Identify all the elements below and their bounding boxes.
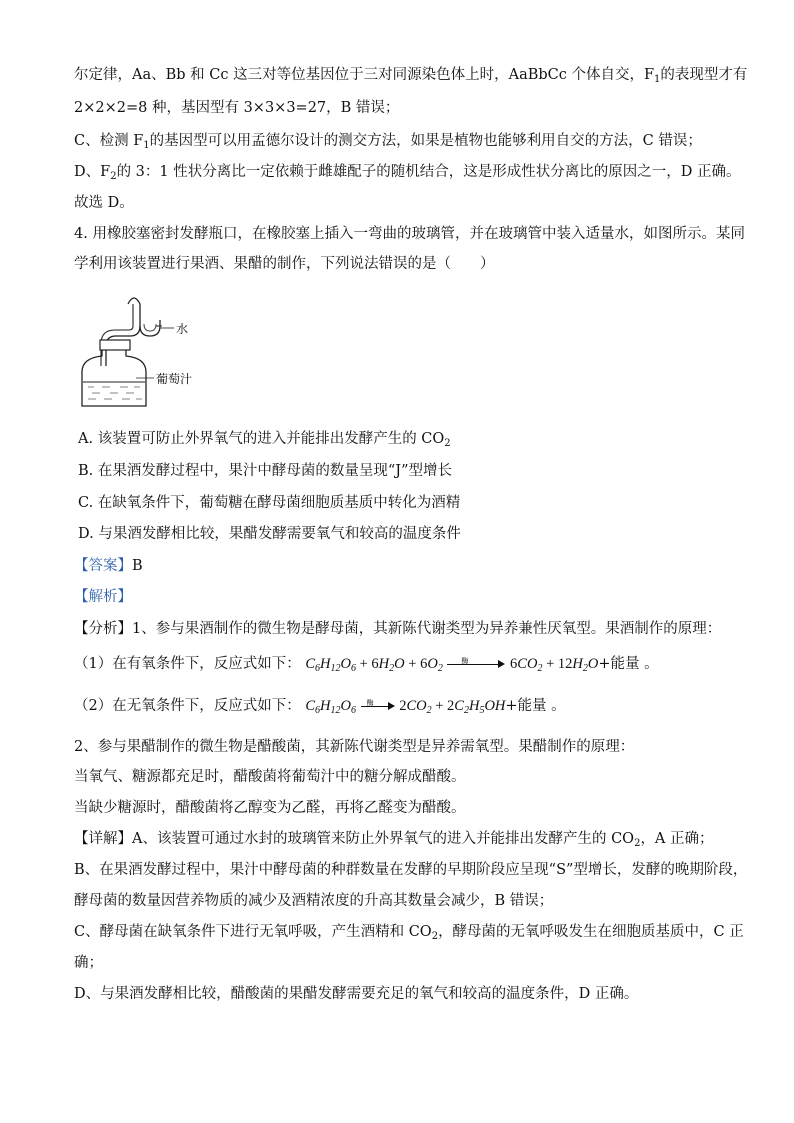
- grape-juice-label: 葡萄汁: [156, 372, 193, 386]
- fermentation-apparatus-figure: [76, 288, 193, 412]
- analysis-line: 【分析】1、参与果酒制作的微生物是酵母菌，其新陈代谢类型为异养兼性厌氧型。果酒制作的原理：: [74, 621, 722, 637]
- text-line: B、在果酒发酵过程中，果汁中酵母菌的种群数量在发酵的早期阶段应呈现“S”型增长，发酵的晚期阶段，: [74, 862, 748, 878]
- text-line: 2、参与果醋制作的微生物是醋酸菌，其新陈代谢类型是异养需氧型。果醋制作的原理：: [74, 739, 635, 755]
- answer-value: B: [132, 558, 143, 574]
- option-c: C. 在缺氧条件下，葡萄糖在酵母菌细胞质基质中转化为酒精: [78, 495, 461, 511]
- detail-line: 【详解】A、该装置可通过水封的玻璃管来防止外界氧气的进入并能排出发酵产生的 $CO_2$，A 正确；: [74, 831, 714, 849]
- text-line: 2×2×2=8 种，基因型有 3×3×3=27，B 错误；: [74, 100, 400, 116]
- answer-line: [74, 557, 143, 575]
- fermentation-flask-drawing: [76, 288, 189, 412]
- question-stem: 学利用该装置进行果酒、果醋的制作，下列说法错误的是（ ）: [74, 256, 495, 272]
- text-line: 尔定律，Aa、Bb 和 Cc 这三对等位基因位于三对同源染色体上时，AaBbCc 个体自交，$F_1$的表现型才有: [74, 67, 748, 85]
- text-line: 故选 D。: [74, 195, 134, 211]
- xiangjie-tag: 【详解】: [74, 831, 132, 847]
- option-b: B. 在果酒发酵过程中，果汁中酵母菌的数量呈现“J”型增长: [78, 463, 453, 479]
- text-line: 确；: [74, 955, 103, 971]
- text-line: C、检测 $F_1$的基因型可以用孟德尔设计的测交方法，如果是植物也能够利用自交的方法，C 错误；: [74, 133, 702, 151]
- option-a: A. 该装置可防止外界氧气的进入并能排出发酵产生的 $CO_2$: [78, 431, 451, 449]
- text-line: C、酵母菌在缺氧条件下进行无氧呼吸，产生酒精和 $CO_2$，酵母菌的无氧呼吸发生在细胞质基质中，C 正: [74, 924, 744, 942]
- text-line: D、与果酒发酵相比较，醋酸菌的果醋发酵需要充足的氧气和较高的温度条件，D 正确。: [74, 986, 639, 1002]
- fenxi-tag: 【分析】: [74, 621, 132, 637]
- equation-aerobic: （1）在有氧条件下，反应式如下： $C_6H_{12}O_6 + 6H_2O + 6O_2$ 酶 $6CO_2 + 12H_2O+$能量 。: [74, 656, 659, 674]
- water-label: 水: [176, 322, 189, 336]
- analysis-heading: 【解析】: [74, 589, 132, 605]
- text-line: 当缺少糖源时，醋酸菌将乙醇变为乙醛，再将乙醛变为醋酸。: [74, 800, 466, 816]
- text-line: D、$F_2$的 3：1 性状分离比一定依赖于雌雄配子的随机结合，这是形成性状分离比的原因之一，D 正确。: [74, 164, 741, 182]
- text-line: 当氧气、糖源都充足时，醋酸菌将葡萄汁中的糖分解成醋酸。: [74, 769, 466, 785]
- question-stem: 4. 用橡胶塞密封发酵瓶口，在橡胶塞上插入一弯曲的玻璃管，并在玻璃管中装入适量水，如图所示。某同: [74, 226, 745, 242]
- answer-tag: 【答案】: [74, 558, 132, 574]
- text-line: 酵母菌的数量因营养物质的减少及酒精浓度的升高其数量会减少，B 错误；: [74, 893, 554, 909]
- option-d: D. 与果酒发酵相比较，果醋发酵需要氧气和较高的温度条件: [78, 526, 461, 542]
- equation-anaerobic: （2）在无氧条件下，反应式如下： $C_6H_{12}O_6$ 酶 $2CO_2 + 2C_2H_5OH+$能量 。: [74, 698, 566, 716]
